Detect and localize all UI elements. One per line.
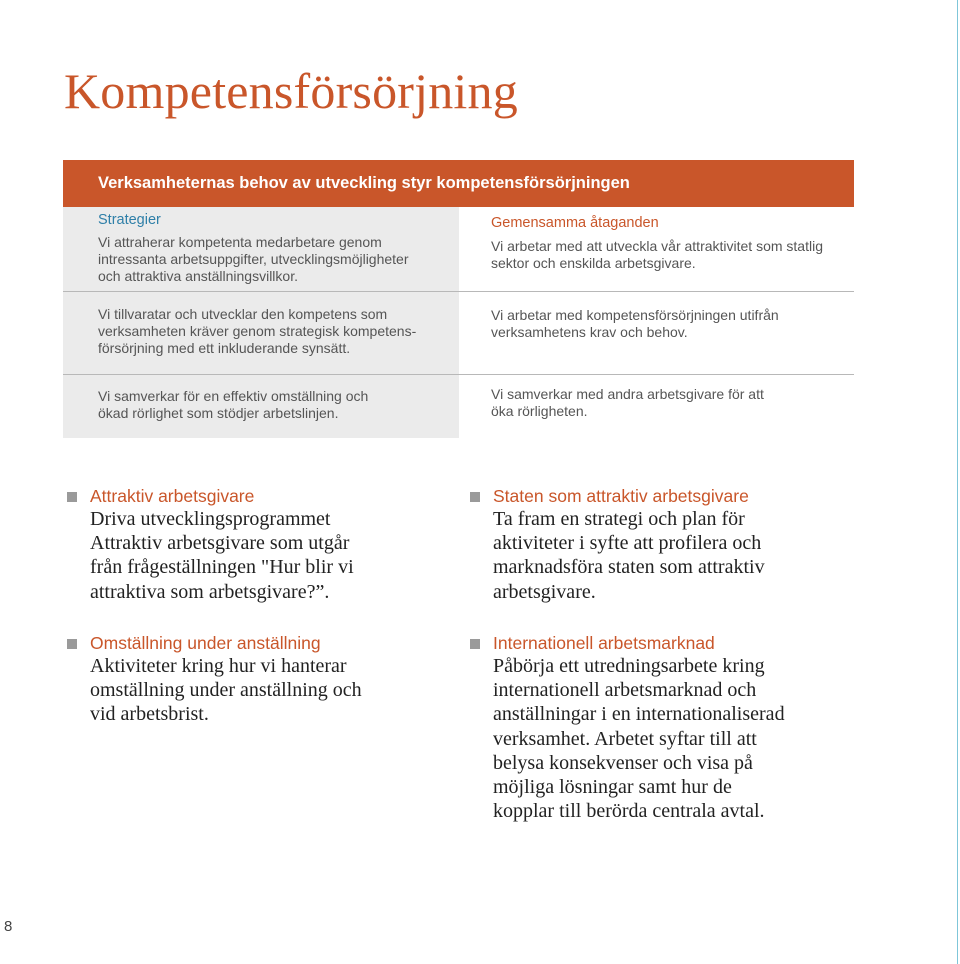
strategies-paragraph-2: Vi tillvaratar och utvecklar den kompetens som verksamheten kräver genom strategisk kompetens- försörjning med ett inkluderande synsätt. (98, 306, 417, 356)
commitments-heading: Gemensamma åtaganden (491, 215, 659, 231)
commitments-paragraph-1: Vi arbetar med att utveckla vår attraktivitet som statlig sektor och enskilda arbetsgivare. (491, 238, 823, 271)
item-title: Staten som attraktiv arbetsgivare (493, 486, 749, 506)
square-bullet-icon (67, 492, 77, 502)
square-bullet-icon (470, 639, 480, 649)
item-title: Internationell arbetsmarknad (493, 633, 715, 653)
item-title: Attraktiv arbetsgivare (90, 486, 255, 506)
panel-header (63, 160, 854, 207)
item-body: Aktiviteter kring hur vi hanterar omställning under anställning och vid arbetsbrist. (90, 655, 362, 726)
item-body: Driva utvecklingsprogrammet Attraktiv arbetsgivare som utgår från frågeställningen "Hur blir vi attraktiva som arbetsgivare?”. (90, 508, 354, 603)
panel-divider-1 (63, 291, 854, 292)
panel-header-text: Verksamheternas behov av utveckling styr kompetensförsörjningen (98, 174, 630, 192)
item-body: Ta fram en strategi och plan för aktiviteter i syfte att profilera och marknadsföra staten som attraktiv arbetsgivare. (493, 508, 765, 603)
commitments-paragraph-2: Vi arbetar med kompetensförsörjningen utifrån verksamhetens krav och behov. (491, 307, 779, 340)
item-title: Omställning under anställning (90, 633, 321, 653)
page-title: Kompetensförsörjning (64, 63, 518, 119)
strategies-paragraph-3: Vi samverkar för en effektiv omställning och ökad rörlighet som stödjer arbetslinjen. (98, 388, 369, 421)
square-bullet-icon (67, 639, 77, 649)
strategy-panel (63, 160, 854, 438)
square-bullet-icon (470, 492, 480, 502)
strategies-paragraph-1: Vi attraherar kompetenta medarbetare genom intressanta arbetsuppgifter, utvecklingsmöjligheter och attraktiva anställningsvillkor. (98, 234, 409, 284)
item-body: Påbörja ett utredningsarbete kring internationell arbetsmarknad och anställningar i en internationaliserad verksamhet. Arbetet syftar till att belysa konsekvenser och visa på möjliga lösningar samt hur de kopplar till berörda centrala avtal. (493, 655, 785, 823)
strategies-heading: Strategier (98, 212, 161, 228)
commitments-paragraph-3: Vi samverkar med andra arbetsgivare för att öka rörligheten. (491, 386, 764, 419)
panel-divider-2 (63, 374, 854, 375)
page-number: 8 (4, 918, 13, 935)
page-edge-line (957, 0, 958, 964)
